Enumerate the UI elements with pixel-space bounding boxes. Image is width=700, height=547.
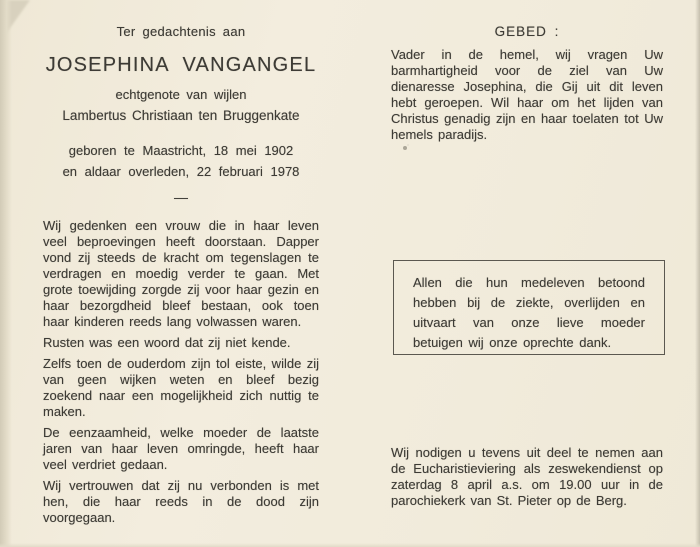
dedication-line: Ter gedachtenis aan xyxy=(116,24,246,39)
deceased-name: JOSEPHINA VANGANGEL xyxy=(45,54,317,76)
divider-dash: — xyxy=(174,189,188,205)
card-left-edge-shadow xyxy=(0,0,12,547)
death-line: en aldaar overleden, 22 februari 1978 xyxy=(62,164,300,179)
thanks-box xyxy=(393,260,665,355)
relation-line: echtgenote van wijlen xyxy=(115,87,247,102)
spouse-name: Lambertus Christiaan ten Bruggenkate xyxy=(62,108,300,123)
memorial-paragraph: Zelfs toen de ouderdom zijn tol eiste, wilde zij van geen wijken weten en bleef bezig zoekend naar een mogelijkheid zich nuttig te maken. xyxy=(43,356,319,419)
thanks-text: Allen die hun medeleven betoond hebben bij de ziekte, overlijden en uitvaart van onze lieve moeder betuigen wij onze oprechte dank. xyxy=(413,275,645,350)
memorial-text xyxy=(43,218,319,531)
prayer-text: Vader in de hemel, wij vragen Uw barmhartigheid voor de ziel van Uw dienaresse Josephina, die Gij uit dit leven hebt geroepen. Wil haar om het lijden van Christus genadig zijn en haar toelaten tot Uw hemels paradijs. xyxy=(391,47,663,142)
memorial-paragraph: Rusten was een woord dat zij niet kende. xyxy=(43,335,291,350)
left-page xyxy=(43,0,319,547)
memorial-paragraph: Wij gedenken een vrouw die in haar leven veel beproevingen heeft doorstaan. Dapper vond zij steeds de kracht om tegenslagen te verdragen en moedig verder te gaan. Met grote toewijding zorgde zij voor haar gezin en haar bezorgdheid bleef bestaan, ook toen haar kinderen reeds lang volwassen waren. xyxy=(43,218,319,329)
prayer-heading: GEBED : xyxy=(494,24,560,39)
card-right-edge-shadow xyxy=(695,0,700,547)
memorial-paragraph: De eenzaamheid, welke moeder de laatste jaren van haar leven omringde, heeft haar veel verdriet gedaan. xyxy=(43,425,319,472)
memorial-paragraph: Wij vertrouwen dat zij nu verbonden is met hen, die haar reeds in de dood zijn voorgegaan. xyxy=(43,478,319,525)
invitation-text: Wij nodigen u tevens uit deel te nemen aan de Eucharistieviering als zeswekendienst op zaterdag 8 april a.s. om 19.00 uur in de parochiekerk van St. Pieter op de Berg. xyxy=(391,445,663,508)
birth-line: geboren te Maastricht, 18 mei 1902 xyxy=(68,143,294,158)
